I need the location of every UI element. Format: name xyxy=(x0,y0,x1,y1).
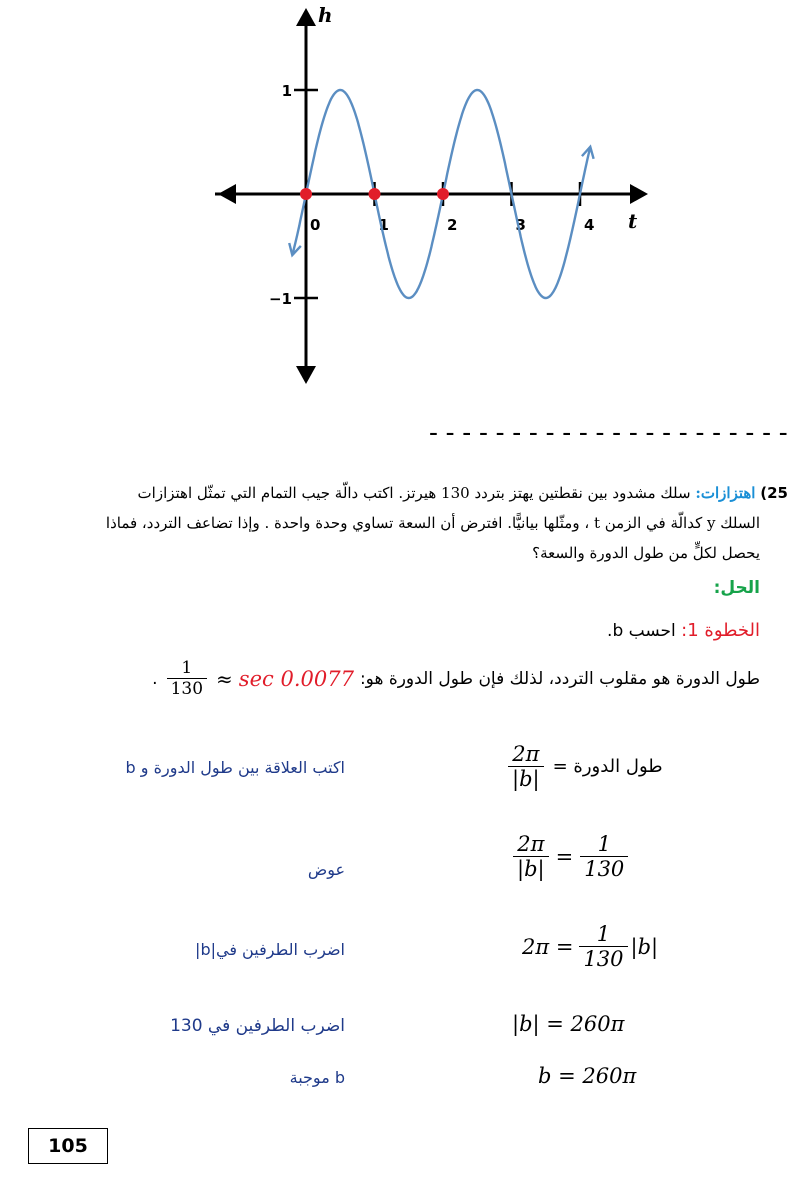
note-5: b موجبة xyxy=(289,1068,345,1087)
equation-1: $\frac{2\pi}{|b|}$ طول الدورة = xyxy=(505,742,663,791)
problem-line-2: السلك y كدالّة في الزمن t ، ومثّلها بيانيًّا. افترض أن السعة تساوي وحدة واحدة . وإذا تضاعف التردد، فماذا xyxy=(105,514,760,532)
page-number: 105 xyxy=(28,1128,108,1164)
step-1 xyxy=(607,620,760,641)
note-1: اكتب العلاقة بين طول الدورة و b xyxy=(125,758,345,777)
approx-sign: ≈ xyxy=(216,666,233,691)
y-tick-label: 1 xyxy=(281,82,292,100)
zero-point xyxy=(300,188,312,200)
zero-point xyxy=(437,188,449,200)
equation-4: |b| = 260π xyxy=(512,1012,625,1036)
x-tick-label: 3 xyxy=(515,216,526,234)
solution-heading: الحل: xyxy=(713,578,760,598)
equation-3: 2π = $\frac{1}{130}$ |b| xyxy=(522,922,659,971)
problem-line-3: يحصل لكلٍّ من طول الدورة والسعة؟ xyxy=(532,544,760,562)
note-3: اضرب الطرفين في|b| xyxy=(195,940,345,959)
note-2: عوض xyxy=(307,860,345,879)
period-line: طول الدورة هو مقلوب التردد، لذلك فإن طول الدورة هو: 0.0077 sec ≈ $\frac{1}{130}$ . xyxy=(152,658,760,699)
step-text: احسب b. xyxy=(607,621,676,641)
zero-point xyxy=(369,188,381,200)
separator-line: ---------------------- xyxy=(425,418,792,448)
equation-5: b = 260π xyxy=(538,1064,637,1088)
problem-statement xyxy=(8,478,788,568)
cosine-graph xyxy=(0,0,800,400)
period-fraction: $\frac{1}{130}$ xyxy=(167,658,207,699)
x-tick-label: 1 xyxy=(378,216,389,234)
note-4: اضرب الطرفين في 130 xyxy=(170,1016,345,1036)
problem-line-1: 25) اهتزازات: سلك مشدود بين نقطتين يهتز بتردد 130 هيرتز. اكتب دالّة جيب التمام التي تمثّل اهتزازات xyxy=(137,484,788,502)
step-label: الخطوة 1: xyxy=(681,620,760,641)
x-axis-label: t xyxy=(628,209,638,233)
y-tick-label: −1 xyxy=(268,290,292,308)
y-axis-label: h xyxy=(318,3,333,27)
equation-2: $\frac{2\pi}{|b|}$ = $\frac{1}{130}$ xyxy=(510,832,631,881)
x-ticks xyxy=(310,182,594,234)
period-text: طول الدورة هو مقلوب التردد، لذلك فإن طول الدورة هو: xyxy=(359,668,760,689)
x-tick-label: 2 xyxy=(447,216,458,234)
problem-keyword: اهتزازات: xyxy=(695,484,756,502)
x-tick-label: 4 xyxy=(584,216,595,234)
problem-number: 25) xyxy=(760,484,788,502)
period-value: 0.0077 sec xyxy=(238,666,354,691)
x-tick-label: 0 xyxy=(310,216,321,234)
eq1-frac: $\frac{2\pi}{|b|}$ xyxy=(508,742,544,791)
